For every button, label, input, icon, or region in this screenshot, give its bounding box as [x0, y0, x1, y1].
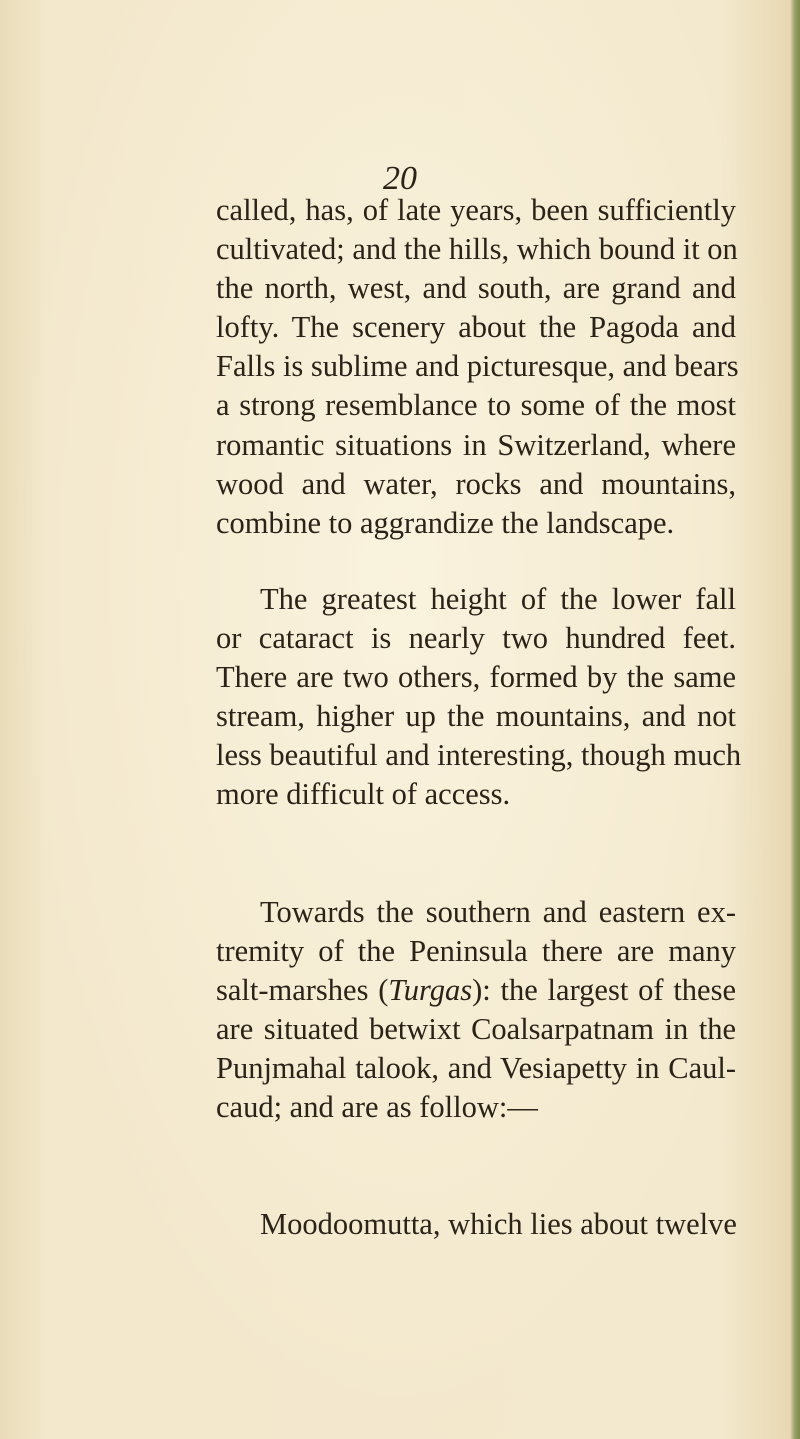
- text-line: Falls is sublime and picturesque, and bears: [216, 349, 739, 384]
- text-line: There are two others, formed by the same: [216, 660, 736, 695]
- text-line: romantic situations in Switzerland, where: [216, 427, 736, 462]
- text-line: combine to aggrandize the landscape.: [216, 505, 675, 540]
- text-line: lofty. The scenery about the Pagoda and: [216, 310, 736, 345]
- text-line: are situated betwixt Coalsarpatnam in the: [216, 1012, 736, 1047]
- italic-term: Turgas: [388, 973, 473, 1008]
- text-line: Towards the southern and eastern ex-: [260, 895, 736, 929]
- text-line: the north, west, and south, are grand and: [216, 271, 736, 306]
- text-line: less beautiful and interesting, though much: [216, 738, 742, 773]
- paragraph-4: [216, 1205, 736, 1244]
- text-line: wood and water, rocks and mountains,: [216, 466, 736, 501]
- text-line: stream, higher up the mountains, and not: [216, 699, 736, 734]
- text-line: Punjmahal talook, and Vesiapetty in Caul-: [216, 1051, 736, 1086]
- text-line: Moodoomutta, which lies about twelve: [260, 1207, 737, 1241]
- page-edge: [790, 0, 800, 1439]
- page-number: 20: [383, 160, 417, 197]
- paragraph-2: [216, 580, 742, 815]
- text-line: The greatest height of the lower fall: [260, 582, 736, 616]
- text-line: caud; and are as follow:—: [216, 1090, 538, 1125]
- paragraph-1: [216, 191, 739, 543]
- text-line: tremity of the Peninsula there are many: [216, 934, 736, 969]
- text-line: salt-marshes (Turgas): the largest of these: [216, 973, 736, 1008]
- text-line: cultivated; and the hills, which bound it on: [216, 232, 738, 267]
- paragraph-3: [216, 893, 736, 1128]
- text-line: a strong resemblance to some of the most: [216, 388, 736, 423]
- text-line: more difficult of access.: [216, 777, 511, 812]
- text-line: called, has, of late years, been sufficiently: [216, 193, 736, 227]
- text-line: or cataract is nearly two hundred feet.: [216, 621, 736, 656]
